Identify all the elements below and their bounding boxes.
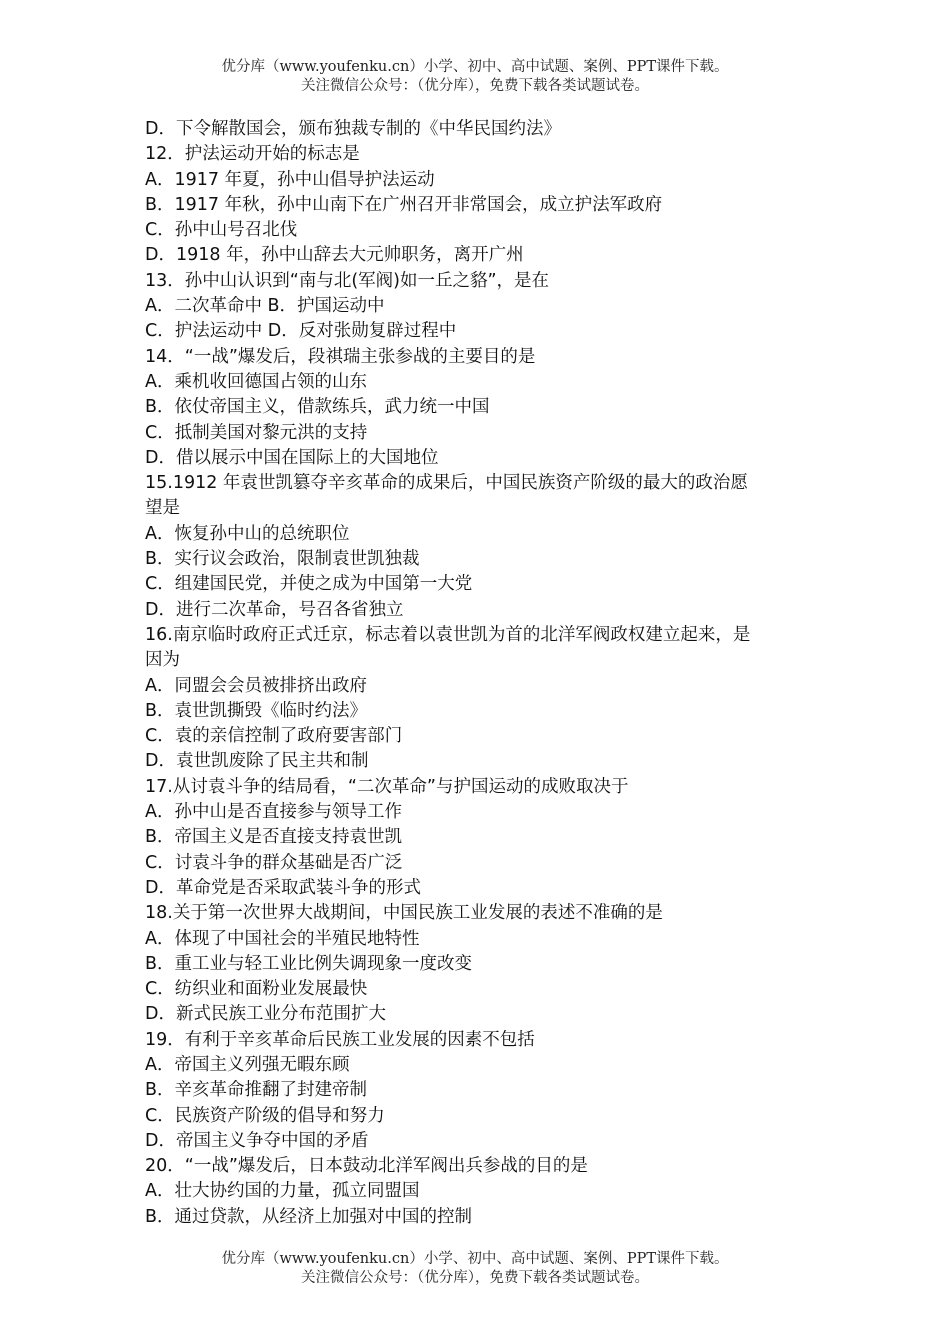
option-line: B．重工业与轻工业比例失调现象一度改变 xyxy=(145,953,473,974)
option-line: B．辛亥革命推翻了封建帝制 xyxy=(145,1080,368,1101)
option-line: C．孙中山号召北伐 xyxy=(145,220,298,241)
option-line: C．组建国民党，并使之成为中国第一大党 xyxy=(145,574,473,595)
option-line: C．抵制美国对黎元洪的支持 xyxy=(145,422,368,443)
header-line-2: 关注微信公众号：（优分库），免费下载各类试题试卷。 xyxy=(301,78,649,94)
option-line: A．壮大协约国的力量，孤立同盟国 xyxy=(145,1181,420,1202)
option-line: C．讨袁斗争的群众基础是否广泛 xyxy=(145,852,403,873)
page-footer xyxy=(0,1250,950,1288)
option-line: D．1918 年，孙中山辞去大元帅职务，离开广州 xyxy=(145,245,524,266)
option-line: C．袁的亲信控制了政府要害部门 xyxy=(145,726,403,747)
question-15-continued: 望是 xyxy=(145,498,180,519)
option-line: C．护法运动中 D．反对张勋复辟过程中 xyxy=(145,321,457,342)
option-line: C．民族资产阶级的倡导和努力 xyxy=(145,1105,385,1126)
option-line: D．下令解散国会，颁布独裁专制的《中华民国约法》 xyxy=(145,119,561,139)
question-17: 17.从讨袁斗争的结局看，“二次革命”与护国运动的成败取决于 xyxy=(145,776,629,797)
question-16: 16.南京临时政府正式迁京，标志着以袁世凯为首的北洋军阀政权建立起来，是 xyxy=(145,624,751,645)
question-16-continued: 因为 xyxy=(145,650,180,671)
option-line: A．1917 年夏，孙中山倡导护法运动 xyxy=(145,169,435,190)
question-18: 18.关于第一次世界大战期间，中国民族工业发展的表述不准确的是 xyxy=(145,903,663,924)
question-15: 15.1912 年袁世凯篡夺辛亥革命的成果后，中国民族资产阶级的最大的政治愿 xyxy=(145,473,748,494)
option-line: A．帝国主义列强无暇东顾 xyxy=(145,1054,350,1075)
option-line: B．依仗帝国主义，借款练兵，武力统一中国 xyxy=(145,397,490,418)
option-line: C．纺织业和面粉业发展最快 xyxy=(145,979,368,1000)
option-line: B．通过贷款，从经济上加强对中国的控制 xyxy=(145,1206,473,1227)
page-header xyxy=(0,58,950,96)
option-line: D．革命党是否采取武装斗争的形式 xyxy=(145,877,421,898)
option-line: A．体现了中国社会的半殖民地特性 xyxy=(145,928,420,949)
option-line: A．恢复孙中山的总统职位 xyxy=(145,523,350,544)
option-line: A．二次革命中 B．护国运动中 xyxy=(145,296,385,317)
option-line: D．新式民族工业分布范围扩大 xyxy=(145,1004,386,1025)
option-line: D．帝国主义争夺中国的矛盾 xyxy=(145,1130,369,1151)
question-14: 14．“一战”爆发后，段祺瑞主张参战的主要目的是 xyxy=(145,346,536,367)
footer-line-2: 关注微信公众号：（优分库），免费下载各类试题试卷。 xyxy=(301,1270,649,1286)
option-line: D．进行二次革命，号召各省独立 xyxy=(145,599,404,620)
option-line: D．袁世凯废除了民主共和制 xyxy=(145,751,369,772)
document-body xyxy=(145,117,815,1230)
option-line: B．1917 年秋，孙中山南下在广州召开非常国会，成立护法军政府 xyxy=(145,194,663,215)
option-line: D．借以展示中国在国际上的大国地位 xyxy=(145,447,439,468)
question-13: 13．孙中山认识到“南与北(军阀)如一丘之貉”，是在 xyxy=(145,270,550,291)
option-line: B．实行议会政治，限制袁世凯独裁 xyxy=(145,549,420,570)
option-line: A．孙中山是否直接参与领导工作 xyxy=(145,802,402,823)
footer-line-1: 优分库（www.youfenku.cn）小学、初中、高中试题、案例、PPT课件下载。 xyxy=(221,1251,729,1267)
header-line-1: 优分库（www.youfenku.cn）小学、初中、高中试题、案例、PPT课件下载。 xyxy=(221,59,729,75)
option-line: B．袁世凯撕毁《临时约法》 xyxy=(145,700,368,721)
option-line: A．同盟会会员被排挤出政府 xyxy=(145,675,367,696)
question-20: 20．“一战”爆发后，日本鼓动北洋军阀出兵参战的目的是 xyxy=(145,1156,588,1177)
option-line: B．帝国主义是否直接支持袁世凯 xyxy=(145,827,403,848)
question-12: 12．护法运动开始的标志是 xyxy=(145,144,360,165)
question-19: 19．有利于辛亥革命后民族工业发展的因素不包括 xyxy=(145,1029,535,1050)
option-line: A．乘机收回德国占领的山东 xyxy=(145,371,367,392)
